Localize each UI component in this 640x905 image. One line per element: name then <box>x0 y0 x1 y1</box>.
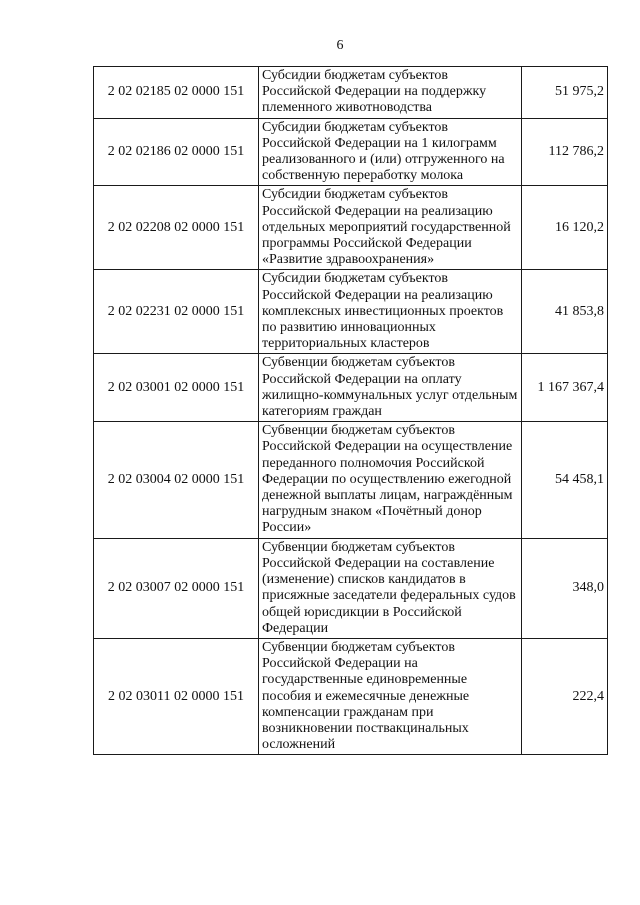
budget-code-cell: 2 02 02185 02 0000 151 <box>94 67 259 119</box>
description-cell: Субвенции бюджетам субъектов Российской Федерации на оплату жилищно-коммунальных услуг отдельным категориям граждан <box>259 354 522 422</box>
description-cell: Субвенции бюджетам субъектов Российской Федерации на составление (изменение) списков кандидатов в присяжные заседатели федеральных судов общей юрисдикции в Российской Федерации <box>259 538 522 638</box>
description-cell: Субсидии бюджетам субъектов Российской Федерации на поддержку племенного животноводства <box>259 67 522 119</box>
page-number: 6 <box>336 38 344 53</box>
table-row <box>94 422 608 538</box>
budget-table <box>93 66 608 755</box>
budget-code-cell: 2 02 03004 02 0000 151 <box>94 422 259 538</box>
table-row <box>94 538 608 638</box>
description-cell: Субвенции бюджетам субъектов Российской Федерации на осуществление переданного полномочия Российской Федерации по осуществлению ежегодной денежной выплаты лицам, награждённым нагрудным знаком «Почётный донор России» <box>259 422 522 538</box>
amount-cell: 54 458,1 <box>522 422 608 538</box>
amount-cell: 16 120,2 <box>522 186 608 270</box>
description-cell: Субсидии бюджетам субъектов Российской Федерации на реализацию комплексных инвестиционных проектов по развитию инновационных территориальных кластеров <box>259 270 522 354</box>
budget-code-cell: 2 02 02186 02 0000 151 <box>94 118 259 186</box>
table-row <box>94 67 608 119</box>
description-cell: Субвенции бюджетам субъектов Российской Федерации на государственные единовременные пособия и ежемесячные денежные компенсации гражданам при возникновении поствакцинальных осложнений <box>259 638 522 754</box>
table-row <box>94 118 608 186</box>
description-cell: Субсидии бюджетам субъектов Российской Федерации на реализацию отдельных мероприятий государственной программы Российской Федерации «Развитие здравоохранения» <box>259 186 522 270</box>
budget-code-cell: 2 02 03007 02 0000 151 <box>94 538 259 638</box>
table-row <box>94 186 608 270</box>
amount-cell: 112 786,2 <box>522 118 608 186</box>
budget-code-cell: 2 02 02231 02 0000 151 <box>94 270 259 354</box>
budget-code-cell: 2 02 02208 02 0000 151 <box>94 186 259 270</box>
amount-cell: 348,0 <box>522 538 608 638</box>
amount-cell: 41 853,8 <box>522 270 608 354</box>
table-row <box>94 638 608 754</box>
table-row <box>94 354 608 422</box>
budget-code-cell: 2 02 03011 02 0000 151 <box>94 638 259 754</box>
budget-code-cell: 2 02 03001 02 0000 151 <box>94 354 259 422</box>
table-row <box>94 270 608 354</box>
amount-cell: 222,4 <box>522 638 608 754</box>
amount-cell: 51 975,2 <box>522 67 608 119</box>
amount-cell: 1 167 367,4 <box>522 354 608 422</box>
description-cell: Субсидии бюджетам субъектов Российской Федерации на 1 килограмм реализованного и (или) отгруженного на собственную переработку молока <box>259 118 522 186</box>
